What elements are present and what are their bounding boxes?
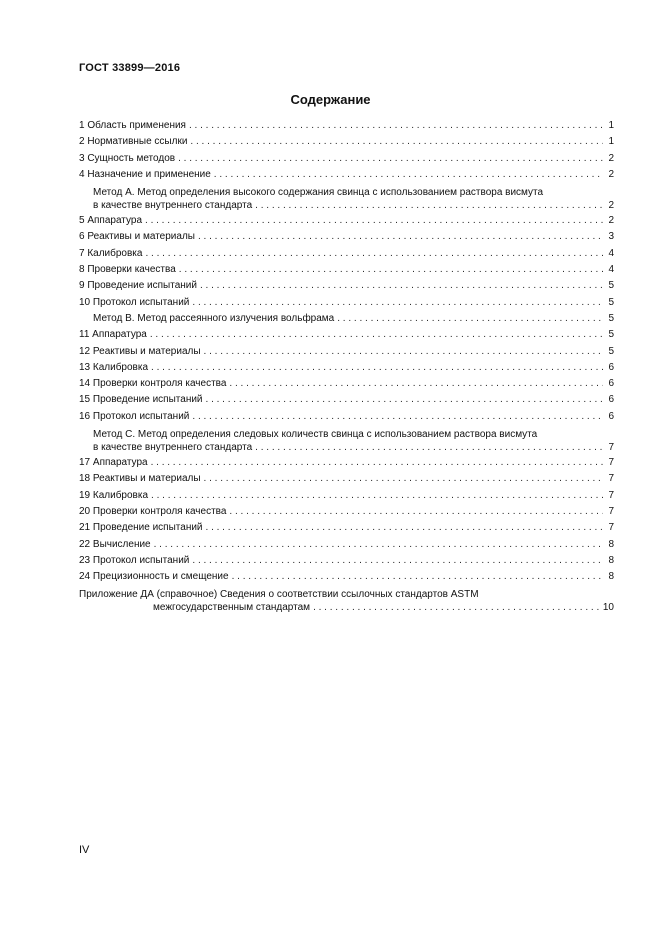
toc-entry[interactable]: 8 Проверки качества . . . 4 <box>79 262 614 278</box>
toc-method-entry[interactable]: Метод В. Метод рассеянного излучения вольфрама . . . 5 <box>79 311 614 327</box>
toc-entry[interactable]: 11 Аппаратура . . . 5 <box>79 327 614 343</box>
toc-entry[interactable]: 20 Проверки контроля качества . . . 7 <box>79 504 614 520</box>
toc-entry[interactable]: 22 Вычисление . . . 8 <box>79 537 614 553</box>
toc-entry[interactable]: 2 Нормативные ссылки . . . 1 <box>79 134 614 150</box>
toc-entry[interactable]: 21 Проведение испытаний . . . 7 <box>79 520 614 536</box>
toc-entry[interactable]: 12 Реактивы и материалы . . . 5 <box>79 344 614 360</box>
toc-entry[interactable]: 6 Реактивы и материалы . . . 3 <box>79 229 614 245</box>
document-header: ГОСТ 33899—2016 <box>79 62 181 74</box>
toc-entry[interactable]: 1 Область применения . . . 1 <box>79 118 614 134</box>
page-number: IV <box>79 844 90 856</box>
toc-entry[interactable]: 19 Калибровка . . . 7 <box>79 488 614 504</box>
toc-entry[interactable]: 18 Реактивы и материалы . . . 7 <box>79 471 614 487</box>
toc-entry[interactable]: 3 Сущность методов . . . 2 <box>79 151 614 167</box>
toc-entry[interactable]: 7 Калибровка . . . 4 <box>79 246 614 262</box>
toc-entry[interactable]: 24 Прецизионность и смещение . . . 8 <box>79 569 614 585</box>
toc-appendix-entry[interactable]: Приложение ДА (справочное) Сведения о соответствии ссылочных стандартов ASTM межгосударственным стандартам . . . 10 <box>79 585 614 615</box>
toc-entry[interactable]: 5 Аппаратура . . . 2 <box>79 213 614 229</box>
toc-method-entry[interactable]: Метод А. Метод определения высокого содержания свинца с использованием раствора висмута в качестве внутреннего стандарта . . . 2 <box>79 183 614 213</box>
toc-entry[interactable]: 23 Протокол испытаний . . . 8 <box>79 553 614 569</box>
toc-entry[interactable]: 10 Протокол испытаний . . . 5 <box>79 295 614 311</box>
toc-title: Содержание <box>290 92 371 107</box>
toc-entry[interactable]: 17 Аппаратура . . . 7 <box>79 455 614 471</box>
toc-entry[interactable]: 15 Проведение испытаний . . . 6 <box>79 392 614 408</box>
toc-entry[interactable]: 13 Калибровка . . . 6 <box>79 360 614 376</box>
toc-method-entry[interactable]: Метод С. Метод определения следовых количеств свинца с использованием раствора висмута в качестве внутреннего стандарта . . . 7 <box>79 425 614 455</box>
toc-entry[interactable]: 4 Назначение и применение . . . 2 <box>79 167 614 183</box>
toc-entry[interactable]: 9 Проведение испытаний . . . 5 <box>79 278 614 294</box>
toc-entry[interactable]: 14 Проверки контроля качества . . . 6 <box>79 376 614 392</box>
table-of-contents <box>79 118 614 615</box>
toc-entry[interactable]: 16 Протокол испытаний . . . 6 <box>79 409 614 425</box>
